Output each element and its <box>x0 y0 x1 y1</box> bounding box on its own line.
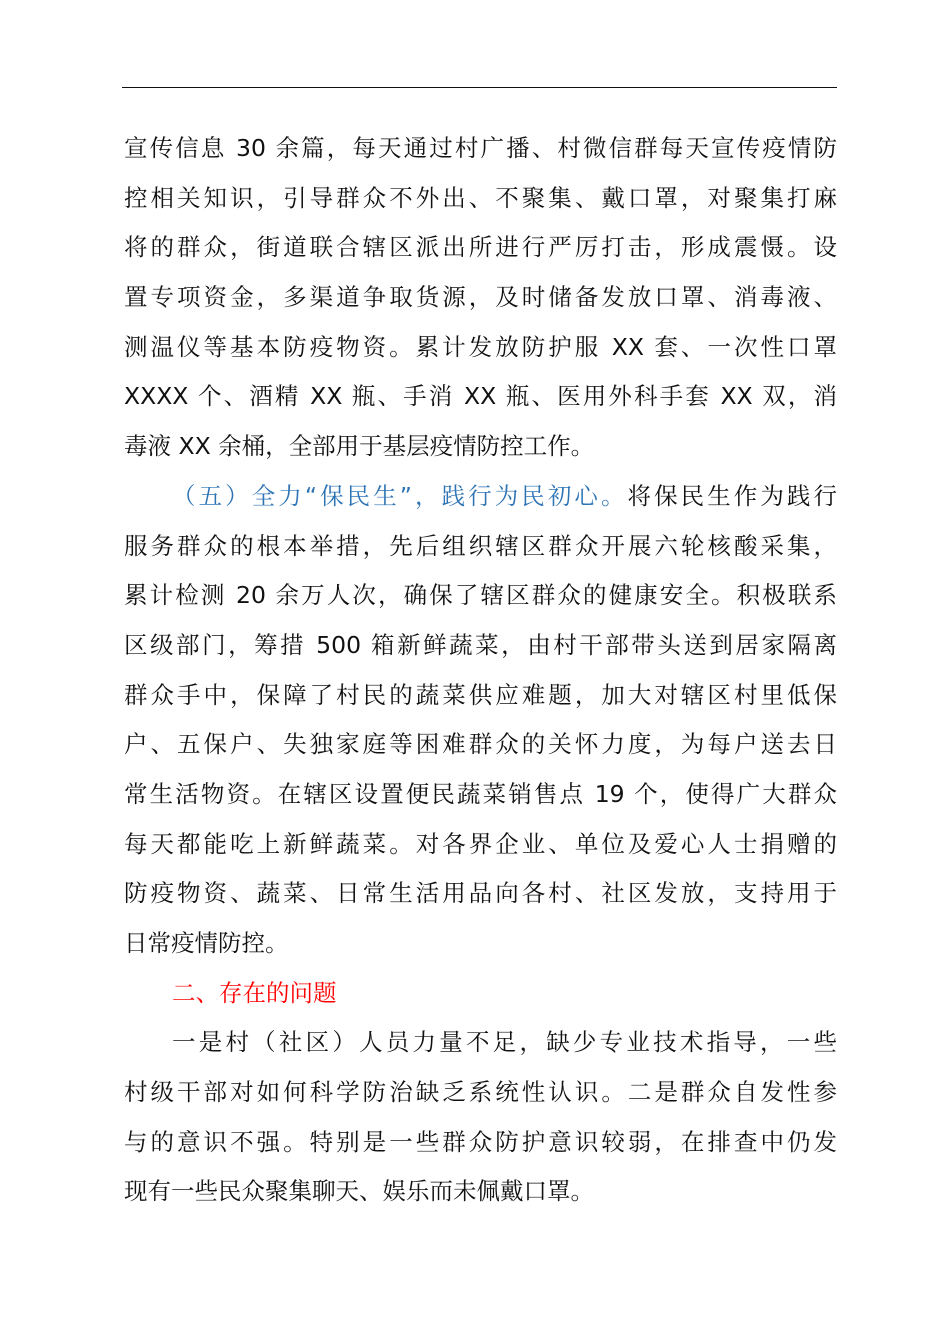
text-line: 与的意识不强。特别是一些群众防护意识较弱，在排查中仍发 <box>124 1127 837 1156</box>
section-lead-text: 将保民生作为践行 <box>627 481 837 510</box>
text-line: 村级干部对如何科学防治缺乏系统性认识。二是群众自发性参 <box>124 1078 837 1107</box>
text-line: 服务群众的根本举措，先后组织辖区群众开展六轮核酸采集， <box>124 531 837 560</box>
text-line: 宣传信息 30 余篇，每天通过村广播、村微信群每天宣传疫情防 <box>124 134 837 162</box>
section-first-line <box>124 472 837 522</box>
text-line: 毒液 XX 余桶，全部用于基层疫情防控工作。 <box>124 432 595 461</box>
text-line: 每天都能吃上新鲜蔬菜。对各界企业、单位及爱心人士捐赠的 <box>124 829 837 858</box>
text-line: 日常疫情防控。 <box>124 929 289 957</box>
text-line: 户、五保户、失独家庭等困难群众的关怀力度，为每户送去日 <box>124 730 837 759</box>
text-line: 将的群众，街道联合辖区派出所进行严厉打击，形成震慑。设 <box>124 233 837 262</box>
header-rule <box>122 87 837 88</box>
text-line: 现有一些民众聚集聊天、娱乐而未佩戴口罩。 <box>124 1177 594 1206</box>
text-line: 置专项资金，多渠道争取货源，及时储备发放口罩、消毒液、 <box>124 283 837 312</box>
text-line: 控相关知识，引导群众不外出、不聚集、戴口罩，对聚集打麻 <box>124 183 837 212</box>
section-heading: （五）全力“保民生”，践行为民初心。 <box>172 481 628 510</box>
paragraph-supplies <box>124 124 837 472</box>
text-line: 防疫物资、蔬菜、日常生活用品向各村、社区发放，支持用于 <box>124 879 837 908</box>
text-line: 群众手中，保障了村民的蔬菜供应难题，加大对辖区村里低保 <box>124 680 837 709</box>
text-line: 一是村（社区）人员力量不足，缺少专业技术指导，一些 <box>172 1028 837 1057</box>
chapter-heading: 二、存在的问题 <box>172 978 337 1007</box>
paragraph-section-five <box>124 472 837 969</box>
text-line: 区级部门，筹措 500 箱新鲜蔬菜，由村干部带头送到居家隔离 <box>124 630 837 659</box>
paragraph-problems <box>124 1018 837 1217</box>
text-line: 累计检测 20 余万人次，确保了辖区群众的健康安全。积极联系 <box>124 581 837 610</box>
text-line: 测温仪等基本防疫物资。累计发放防护服 XX 套、一次性口罩 <box>124 332 837 361</box>
text-line: XXXX 个、酒精 XX 瓶、手消 XX 瓶、医用外科手套 XX 双，消 <box>124 382 837 411</box>
document-body <box>124 124 837 1217</box>
text-line: 常生活物资。在辖区设置便民蔬菜销售点 19 个，使得广大群众 <box>124 779 837 808</box>
